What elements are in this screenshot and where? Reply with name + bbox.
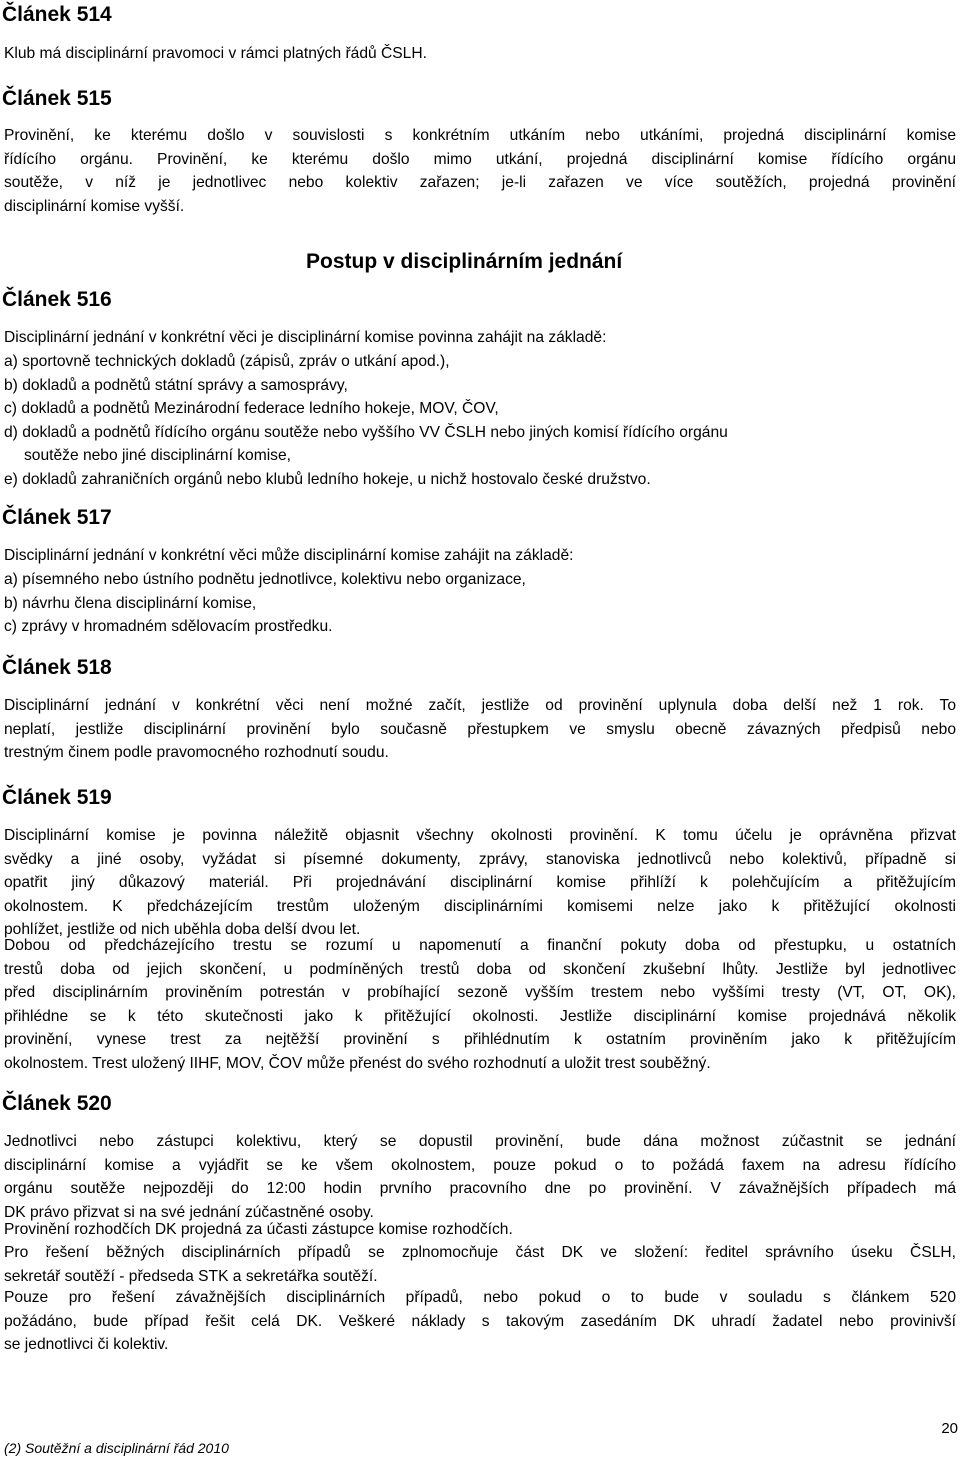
article-520-title: Článek 520 xyxy=(2,1092,112,1115)
text-line: Dobou od předcházejícího trestu se rozumí u napomenutí a finanční pokuty doba od přestupku, u ostatních xyxy=(4,937,956,954)
page-number: 20 xyxy=(941,1420,958,1437)
text-line: před disciplinárním proviněním potrestán v probíhající sezoně vyšším trestem nebo vyššími tresty (VT, OT, OK), xyxy=(4,984,956,1002)
text-line: Jednotlivci nebo zástupci kolektivu, který se dopustil provinění, bude dána možnost zúčastnit se jednání xyxy=(4,1133,956,1150)
text-line: okolnostem. Trest uložený IIHF, MOV, ČOV může přenést do svého rozhodnutí a uložit trest souběžný. xyxy=(4,1054,711,1072)
text-line: Disciplinární jednání v konkrétní věci může disciplinární komise zahájit na základě: xyxy=(4,547,574,564)
list-item: c) zprávy v hromadném sdělovacím prostředku. xyxy=(4,618,333,636)
text-line: pohlížet, jestliže od nich uběhla doba delší dvou let. xyxy=(4,921,361,939)
text-line: opatřit jiný důkazový materiál. Při projednávání disciplinární komise přihlíží k polehčujícím a přitěžujícím xyxy=(4,874,956,892)
article-515-title: Článek 515 xyxy=(2,87,112,110)
article-514-title: Článek 514 xyxy=(2,3,112,26)
text-line: trestů doba od jejich skončení, u podmíněných trestů doba od skončení zkušební lhůty. Jestliže byl jednotlivec xyxy=(4,960,956,978)
article-518-text xyxy=(4,694,956,765)
article-520-paragraph-3 xyxy=(4,1241,956,1288)
list-item-continuation: soutěže nebo jiné disciplinární komise, xyxy=(24,447,291,465)
document-footer: (2) Soutěžní a disciplinární řád 2010 xyxy=(4,1440,229,1456)
article-520-paragraph-4 xyxy=(4,1286,956,1357)
text-line: okolnostem. K předcházejícím trestům uloženým disciplinárními komisemi nelze jako k přitěžující okolnosti xyxy=(4,897,956,915)
text-line: disciplinární komise a vyjádřit se ke všem okolnostem, pouze pokud o to požádá faxem na adresu řídícího xyxy=(4,1156,956,1174)
article-517-list xyxy=(4,568,956,639)
text-line: orgánu soutěže nejpozději do 12:00 hodin prvního pracovního dne po provinění. V závažnějších případech má xyxy=(4,1180,956,1198)
list-item: e) dokladů zahraničních orgánů nebo klubů ledního hokeje, u nichž hostovalo české družstvo. xyxy=(4,470,651,488)
article-518-title: Článek 518 xyxy=(2,656,112,679)
article-519-title: Článek 519 xyxy=(2,786,112,809)
text-line: svědky a jiné osoby, vyžádat si písemné dokumenty, zprávy, stanoviska jednotlivců nebo kolektivů, případně si xyxy=(4,850,956,868)
text-line: provinění, vynese trest za nejtěžší provinění s přihlédnutím k ostatním proviněním jako k přitěžujícím xyxy=(4,1031,956,1049)
text-line: sekretář soutěží - předseda STK a sekretářka soutěží. xyxy=(4,1267,378,1285)
text-line: disciplinární komise vyšší. xyxy=(4,197,185,215)
article-515-text xyxy=(4,124,956,218)
article-520-paragraph-1 xyxy=(4,1130,956,1224)
list-item: a) sportovně technických dokladů (zápisů, zpráv o utkání apod.), xyxy=(4,353,450,370)
text-line: řídícího orgánu. Provinění, ke kterému došlo mimo utkání, projedná disciplinární komise řídícího orgánu xyxy=(4,150,956,168)
text-line: DK právo přizvat si na své jednání zúčastněné osoby. xyxy=(4,1203,374,1221)
article-516-title: Článek 516 xyxy=(2,288,112,311)
text-line: se jednotlivci či kolektiv. xyxy=(4,1336,169,1354)
text-line: Disciplinární jednání v konkrétní věci je disciplinární komise povinna zahájit na základě: xyxy=(4,329,607,346)
text-line: Disciplinární komise je povinna náležitě objasnit všechny okolnosti provinění. K tomu účelu je oprávněna přizvat xyxy=(4,827,956,844)
text-line: přihlédne se k této skutečnosti jako k přitěžující okolnosti. Jestliže disciplinární komise projednává několik xyxy=(4,1007,956,1025)
text-line: Pouze pro řešení závažnějších disciplinárních případů, nebo pokud o to bude v souladu s článkem 520 xyxy=(4,1289,956,1306)
text-line: Disciplinární jednání v konkrétní věci není možné začít, jestliže od provinění uplynula doba delší než 1 rok. To xyxy=(4,697,956,714)
article-516-intro xyxy=(4,326,956,350)
list-item: d) dokladů a podnětů řídícího orgánu soutěže nebo vyššího VV ČSLH nebo jiných komisí řídícího orgánu xyxy=(4,423,728,441)
text-line: trestným činem podle pravomocného rozhodnutí soudu. xyxy=(4,744,389,762)
list-item: c) dokladů a podnětů Mezinárodní federace ledního hokeje, MOV, ČOV, xyxy=(4,400,499,418)
article-520-paragraph-2 xyxy=(4,1218,956,1242)
text-line: Klub má disciplinární pravomoci v rámci platných řádů ČSLH. xyxy=(4,45,427,62)
article-517-title: Článek 517 xyxy=(2,506,112,529)
article-519-paragraph-1 xyxy=(4,824,956,942)
list-item: a) písemného nebo ústního podnětu jednotlivce, kolektivu nebo organizace, xyxy=(4,571,526,588)
article-514-text xyxy=(4,42,956,66)
list-item: b) návrhu člena disciplinární komise, xyxy=(4,594,257,612)
article-516-list xyxy=(4,350,956,492)
text-line: soutěže, v níž je jednotlivec nebo kolektiv zařazen; je-li zařazen ve více soutěžích, projedná provinění xyxy=(4,174,956,192)
article-519-paragraph-2 xyxy=(4,934,956,1076)
list-item: b) dokladů a podnětů státní správy a samosprávy, xyxy=(4,376,348,394)
text-line: požádáno, bude případ řešit celá DK. Veškeré náklady s takovým zasedáním DK uhradí žadatel nebo provinivší xyxy=(4,1312,956,1330)
text-line: neplatí, jestliže disciplinární provinění bylo současně přestupkem ve smyslu obecně závazných předpisů nebo xyxy=(4,720,956,738)
text-line: Provinění rozhodčích DK projedná za účasti zástupce komise rozhodčích. xyxy=(4,1221,513,1238)
article-517-intro xyxy=(4,544,956,568)
section-title: Postup v disciplinárním jednání xyxy=(306,250,623,273)
text-line: Pro řešení běžných disciplinárních případů se zplnomocňuje část DK ve složení: ředitel správního úseku ČSLH, xyxy=(4,1244,956,1261)
text-line: Provinění, ke kterému došlo v souvislosti s konkrétním utkáním nebo utkáními, projedná disciplinární komise xyxy=(4,127,956,144)
